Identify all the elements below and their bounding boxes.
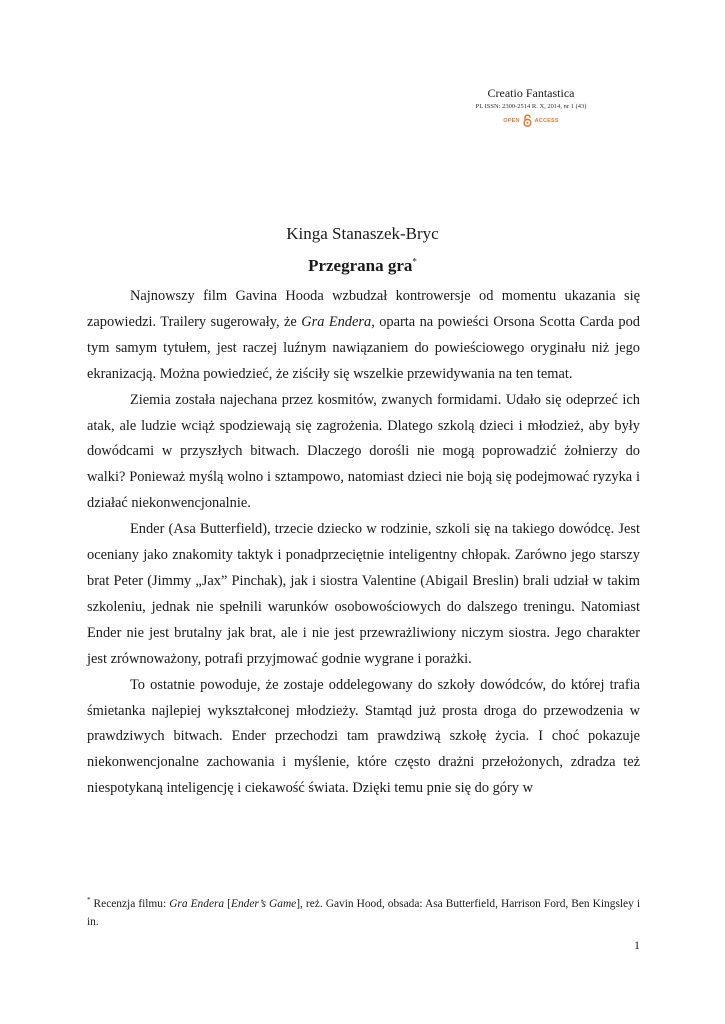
footnote: * Recenzja filmu: Gra Endera [Ender’s Game], reż. Gavin Hood, obsada: Asa Butterfield, Harrison Ford, Ben Kingsley i in. [87, 896, 641, 928]
footnote-section [87, 895, 640, 931]
body-paragraph: Ziemia została najechana przez kosmitów, zwanych formidami. Udało się odeprzeć ich atak, ale ludzie wciąż spodziewają się zagrożenia. Dlatego szkolą dzieci i młodzież, aby były dowódcami w przyszłych bitwach. Dlaczego dorośli nie mogą poprowadzić żołnierzy do walki? Ponieważ myślą wolno i sztampowo, natomiast dzieci nie boją się podejmować ryzyka i działać niekonwencjonalnie. [87, 391, 640, 512]
footnote-marker: * [87, 896, 91, 905]
open-access-logo [421, 114, 641, 127]
article-author: Kinga Stanaszek-Bryc [286, 224, 439, 243]
page-number: 1 [634, 938, 640, 952]
open-access-label-right: ACCESS [534, 117, 559, 124]
body-paragraph: Najnowszy film Gavina Hooda wzbudzał kontrowersje od momentu ukazania się zapowiedzi. Trailery sugerowały, że Gra Endera, oparta na powieści Orsona Scotta Carda pod tym samym tytułem, jest raczej luźnym nawiązaniem do powieściowego oryginału niż jego ekranizacją. Można powiedzieć, że ziściły się wszelkie przewidywania na ten temat. [87, 288, 640, 382]
article-title [0, 256, 725, 276]
article-title-text: Przegrana gra [308, 256, 413, 275]
body-paragraph: To ostatnie powoduje, że zostaje oddelegowany do szkoły dowódców, do której trafia śmietanka najlepiej wykształconej młodzieży. Stamtąd już prosta droga do przewodzenia w prawdziwych bitwach. Ender przechodzi tam prawdziwą szkołę życia. I choć pokazuje niekonwencjonalne zachowania i myślenie, które często drażni przełożonych, zdradza też niespotykaną inteligencję i ciekawość świata. Dzięki temu pnie się do góry w [87, 676, 640, 797]
open-access-lock-icon [523, 114, 532, 127]
journal-name: Creatio Fantastica [487, 86, 575, 100]
article-body [87, 284, 640, 802]
footnote-reference[interactable]: * [412, 256, 417, 267]
journal-masthead [421, 86, 641, 127]
open-access-label-left: OPEN [503, 117, 520, 124]
body-paragraph: Ender (Asa Butterfield), trzecie dziecko w rodzinie, szkoli się na takiego dowódcę. Jest oceniany jako znakomity taktyk i ponadprzeciętnie inteligentny chłopak. Zarówno jego starszy brat Peter (Jimmy „Jax” Pinchak), jak i siostra Valentine (Abigail Breslin) brali udział w takim szkoleniu, jednak nie spełnili warunków osobowościowych do dalszego treningu. Natomiast Ender nie jest brutalny jak brat, ale i nie jest przewrażliwiony niczym siostra. Jego charakter jest zrównoważony, potrafi przyjmować godnie wygrane i porażki. [87, 521, 640, 667]
journal-issn: PL ISSN: 2300-2514 R. X, 2014, nr 1 (43) [475, 103, 587, 110]
